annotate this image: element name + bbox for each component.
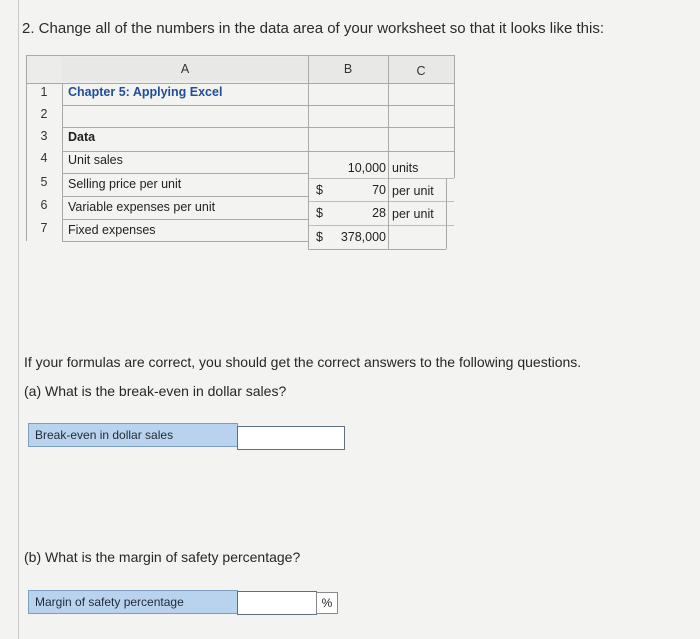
value-selling-price[interactable]: 70 <box>372 183 386 197</box>
row-label-fixed-expenses[interactable]: Fixed expenses <box>68 223 156 237</box>
currency-symbol: $ <box>316 206 323 220</box>
unit-variable-expenses[interactable]: per unit <box>392 207 434 221</box>
data-section-label[interactable]: Data <box>68 130 96 144</box>
currency-symbol: $ <box>316 183 323 197</box>
value-fixed-expenses[interactable]: 378,000 <box>340 230 386 244</box>
col-header-c[interactable]: C <box>388 55 454 83</box>
percent-unit: % <box>316 592 338 614</box>
question-a-text: (a) What is the break-even in dollar sales? <box>24 383 287 399</box>
unit-selling-price[interactable]: per unit <box>392 184 434 198</box>
row-number: 4 <box>40 151 48 165</box>
question-b-text: (b) What is the margin of safety percentage? <box>24 549 301 565</box>
page-edge <box>18 0 19 639</box>
row-number: 6 <box>40 198 48 212</box>
currency-symbol: $ <box>316 230 323 244</box>
break-even-label: Break-even in dollar sales <box>28 423 238 447</box>
row-label-unit-sales[interactable]: Unit sales <box>68 153 123 167</box>
value-unit-sales[interactable]: 10,000 <box>347 161 386 175</box>
row-number: 5 <box>40 175 48 189</box>
margin-of-safety-input[interactable] <box>237 591 317 615</box>
col-header-b[interactable]: B <box>308 55 388 83</box>
row-number: 3 <box>40 129 48 143</box>
value-variable-expenses[interactable]: 28 <box>372 206 386 220</box>
unit-unit-sales[interactable]: units <box>392 161 419 175</box>
row-number: 1 <box>40 85 48 99</box>
sheet-title[interactable]: Chapter 5: Applying Excel <box>68 85 223 99</box>
col-header-a[interactable]: A <box>62 57 308 81</box>
instructions-text: If your formulas are correct, you should get the correct answers to the following questions. <box>24 354 582 370</box>
row-number: 2 <box>40 107 48 121</box>
row-label-selling-price[interactable]: Selling price per unit <box>68 177 182 191</box>
row-label-variable-expenses[interactable]: Variable expenses per unit <box>68 200 216 214</box>
spreadsheet <box>26 55 456 255</box>
break-even-input[interactable] <box>237 426 345 450</box>
row-number: 7 <box>40 221 48 235</box>
instruction-prompt: 2. Change all of the numbers in the data area of your worksheet so that it looks like this: <box>22 20 604 37</box>
margin-of-safety-label: Margin of safety percentage <box>28 590 238 614</box>
